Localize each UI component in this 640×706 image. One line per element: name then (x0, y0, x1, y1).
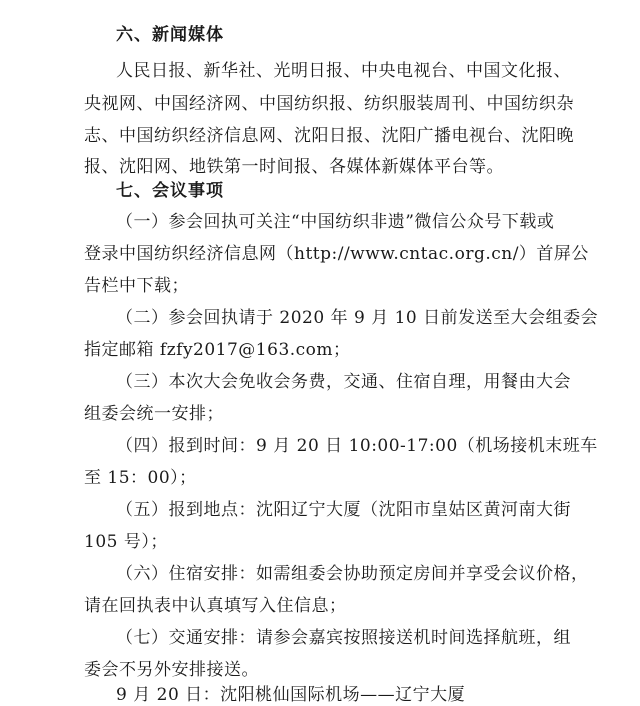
section-heading-media: 六、新闻媒体 (116, 25, 224, 45)
paragraph-line: 报、沈阳网、地铁第一时间报、各媒体新媒体平台等。 (84, 157, 504, 177)
paragraph-line: 人民日报、新华社、光明日报、中央电视台、中国文化报、 (116, 61, 571, 81)
item-line: （二）参会回执请于 2020 年 9 月 10 日前发送至大会组委会 (116, 308, 599, 328)
paragraph-line: 央视网、中国经济网、中国纺织报、纺织服装周刊、中国纺织杂 (84, 94, 574, 114)
item-line: 105 号）； (84, 532, 168, 552)
item-line: （五）报到地点：沈阳辽宁大厦（沈阳市皇姑区黄河南大街 (116, 500, 571, 520)
item-line: 委会不另外安排接送。 (84, 660, 259, 680)
item-line: 请在回执表中认真填写入住信息； (84, 596, 347, 616)
item-line: 告栏中下载； (84, 276, 189, 296)
paragraph-line: 志、中国纺织经济信息网、沈阳日报、沈阳广播电视台、沈阳晚 (84, 126, 574, 146)
item-line: 指定邮箱 fzfy2017@163.com； (84, 340, 351, 360)
item-line: 登录中国纺织经济信息网（http://www.cntac.org.cn/）首屏公 (84, 244, 589, 264)
schedule-line: 9 月 20 日：沈阳桃仙国际机场——辽宁大厦 (116, 685, 466, 705)
item-line: 至 15：00）； (84, 468, 197, 488)
item-line: （一）参会回执可关注“中国纺织非遗”微信公众号下载或 (116, 212, 555, 232)
item-line: （四）报到时间：9 月 20 日 10:00-17:00（机场接机末班车 (116, 436, 598, 456)
item-line: （三）本次大会免收会务费，交通、住宿自理，用餐由大会 (116, 372, 571, 392)
item-line: （七）交通安排：请参会嘉宾按照接送机时间选择航班，组 (116, 628, 571, 648)
item-line: （六）住宿安排：如需组委会协助预定房间并享受会议价格， (116, 564, 589, 584)
section-heading-meeting: 七、会议事项 (116, 181, 224, 201)
item-line: 组委会统一安排； (84, 404, 224, 424)
